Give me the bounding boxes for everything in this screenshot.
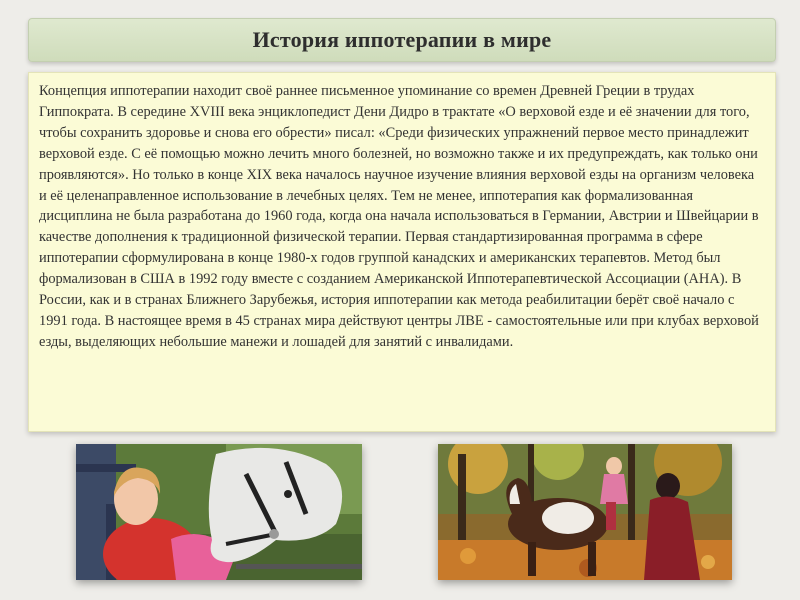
photo-child-with-horse-illustration <box>76 444 362 580</box>
title-bar <box>28 18 776 62</box>
photo-child-riding-horse <box>438 444 732 580</box>
body-paragraph: Концепция иппотерапии находит своё раннее письменное упоминание со времен Древней Греции в трудах Гиппократа. В середине XVIII века энциклопедист Дени Дидро в трактате «О верховой езде и её значении для того, чтобы сохранить здоровье и снова его обрести» писал: «Среди физических упражнений первое место принадлежит верховой езде. С её помощью можно лечить много болезней, но возможно также и их предупреждать, как только они проявляются». Но только в конце XIX века началось научное изучение влияния верховой езды на организм человека и её целенаправленное использование в лечебных целях. Тем не менее, иппотерапия как формализованная дисциплина не была разработана до 1960 года, когда она начала использоваться в Германии, Австрии и Швейцарии в качестве дополнения к традиционной физической терапии. Первая стандартизированная программа в сфере иппотерапии сформулирована в конце 1980-х годов группой канадских и американских терапевтов. Метод был формализован в США в 1992 году вместе с созданием Американской Иппотерапевтической Ассоциации (AHA). В России, как и в странах Ближнего Зарубежья, история иппотерапии как метода реабилитации берёт своё начало с 1991 года. В настоящее время в 45 странах мира действуют центры ЛВЕ - самостоятельные или при клубах верховой езды, выделяющих небольшие манежи и лошадей для занятий с инвалидами. <box>39 83 759 350</box>
slide-title: История иппотерапии в мире <box>252 27 552 52</box>
photo-child-with-horse <box>76 444 362 580</box>
body-text-box <box>28 72 776 432</box>
photo-child-riding-horse-illustration <box>438 444 732 580</box>
